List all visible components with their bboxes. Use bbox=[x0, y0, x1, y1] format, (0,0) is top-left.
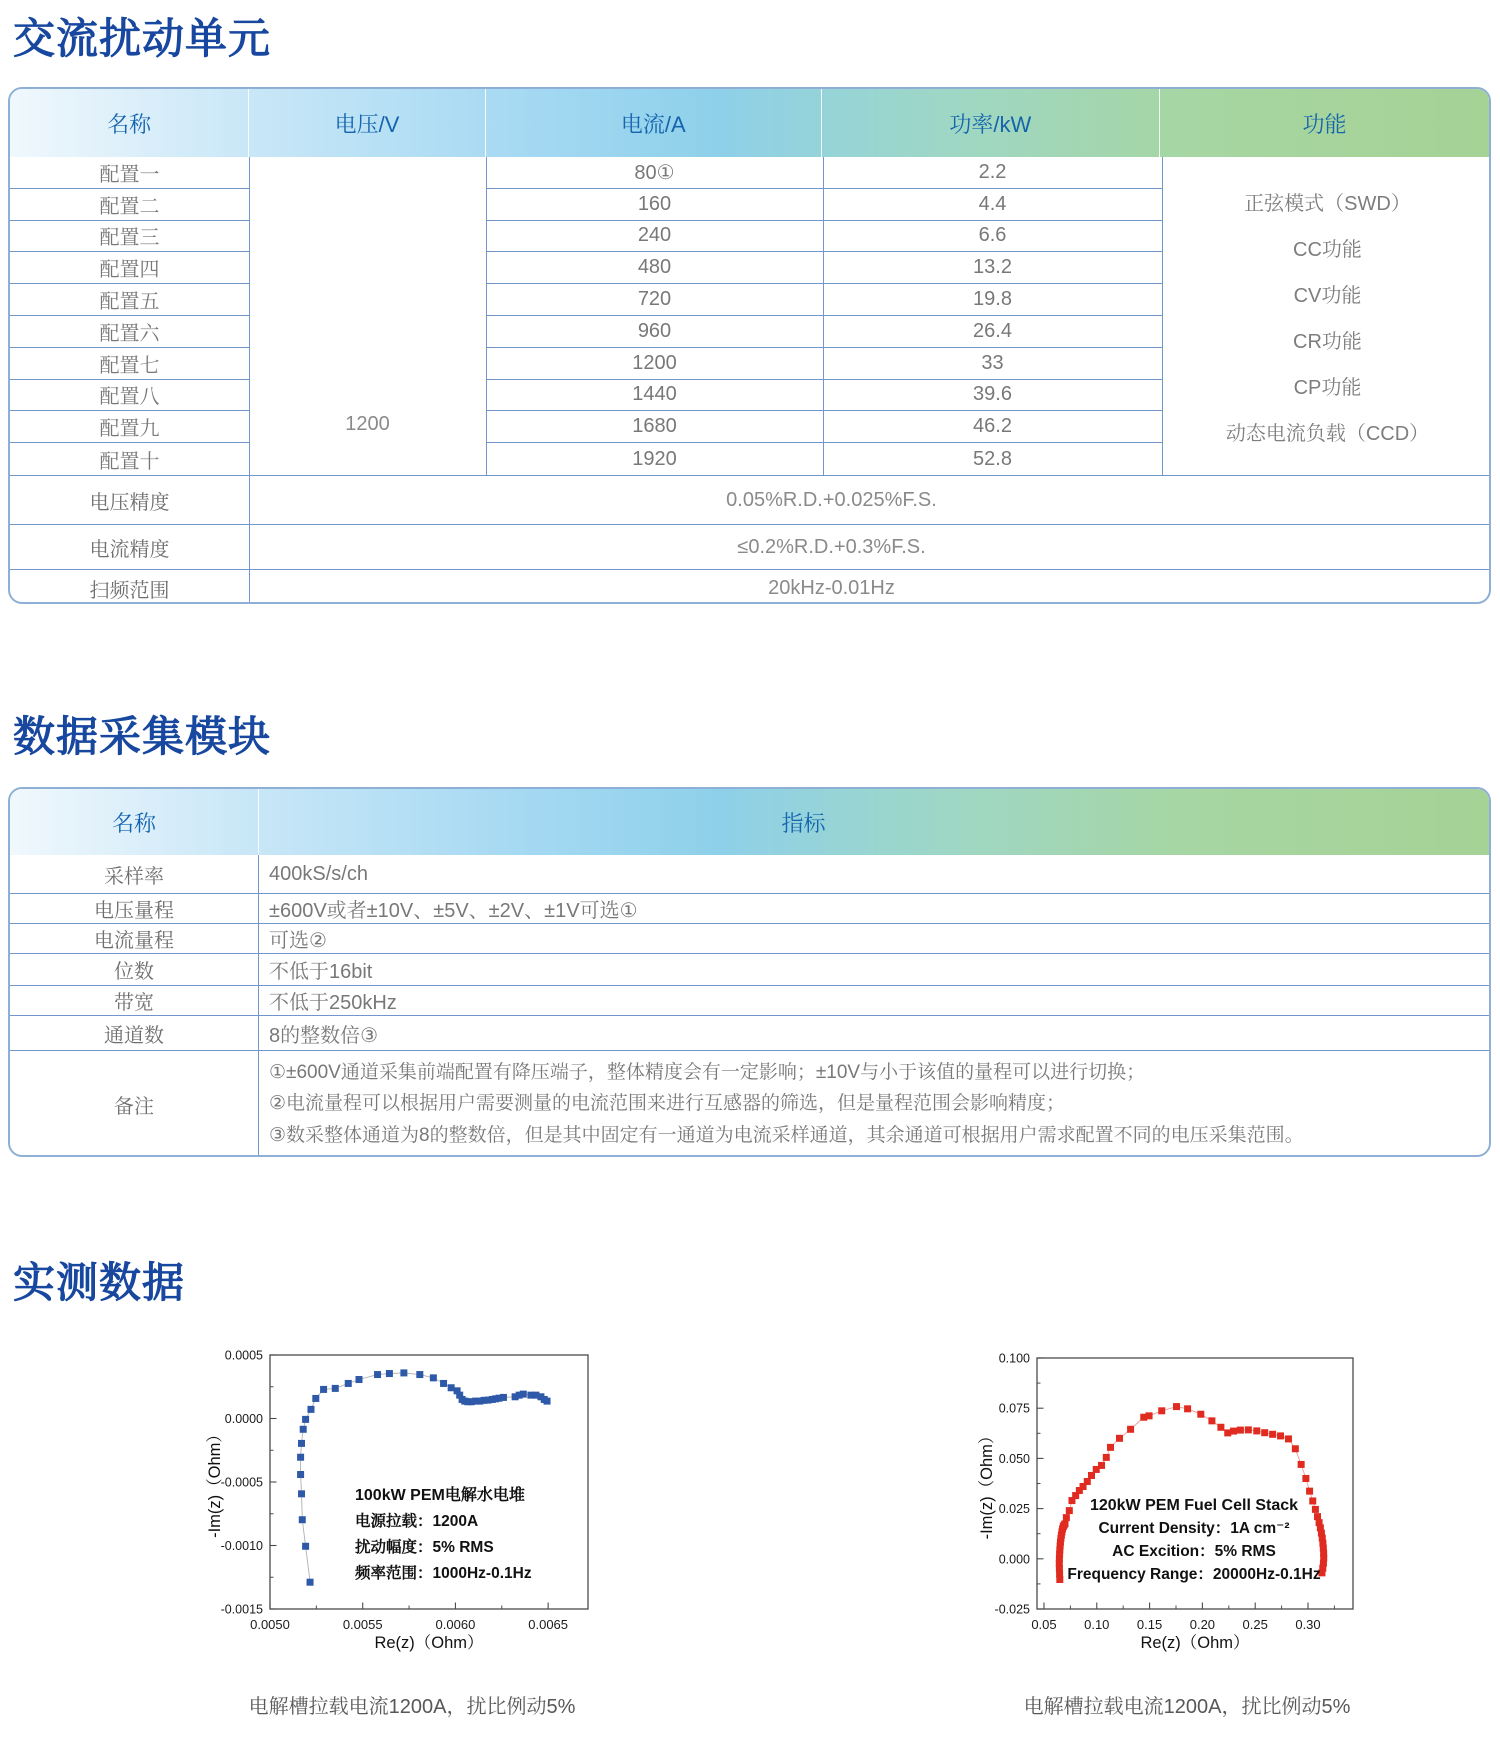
power-value: 33 bbox=[823, 348, 1162, 380]
ac-unit-table-header bbox=[10, 89, 1489, 157]
svg-text:频率范围：1000Hz-0.1Hz: 频率范围：1000Hz-0.1Hz bbox=[355, 1565, 532, 1582]
column-header-name: 名称 bbox=[111, 810, 156, 836]
config-name: 配置三 bbox=[10, 221, 249, 253]
current-value: 720 bbox=[486, 284, 823, 316]
svg-text:0.050: 0.050 bbox=[998, 1451, 1030, 1466]
daq-row-value: 8的整数倍③ bbox=[269, 1024, 379, 1047]
svg-text:0.0065: 0.0065 bbox=[528, 1617, 569, 1632]
ac-unit-section-title: 交流扰动单元 bbox=[13, 15, 272, 62]
svg-text:电源拉载：1200A: 电源拉载：1200A bbox=[355, 1513, 479, 1530]
daq-row-name: 通道数 bbox=[104, 1024, 164, 1047]
current-value: 80① bbox=[486, 157, 823, 189]
svg-text:Re(z)（Ohm）: Re(z)（Ohm） bbox=[1140, 1634, 1250, 1652]
spec-value: 20kHz-0.01Hz bbox=[768, 576, 895, 599]
svg-text:-Im(z)（Ohm）: -Im(z)（Ohm） bbox=[206, 1426, 224, 1538]
daq-row-bandwidth bbox=[10, 985, 1491, 1015]
daq-row-value: 400kS/s/ch bbox=[269, 862, 368, 885]
svg-text:0.075: 0.075 bbox=[998, 1401, 1030, 1416]
svg-text:0.25: 0.25 bbox=[1242, 1617, 1268, 1632]
daq-row-value: 不低于16bit bbox=[269, 961, 373, 983]
function-item: 动态电流负载（CCD） bbox=[1225, 422, 1430, 445]
config-name: 配置六 bbox=[10, 316, 249, 348]
nyquist-chart-fuel-cell bbox=[860, 1338, 1380, 1668]
column-header-current: 电流/A bbox=[485, 89, 821, 157]
note-line: ③数采整体通道为8的整数倍，但是其中固定有一通道为电流采样通道，其余通道可根据用户需求配置不同的电压采集范围。 bbox=[269, 1124, 1304, 1146]
config-name-column bbox=[10, 157, 249, 475]
power-value: 2.2 bbox=[823, 157, 1162, 189]
daq-row-name: 电压量程 bbox=[94, 900, 174, 922]
daq-row-value: ±600V或者±10V、±5V、±2V、±1V可选① bbox=[269, 900, 638, 922]
svg-text:120kW PEM Fuel Cell Stack: 120kW PEM Fuel Cell Stack bbox=[1089, 1497, 1299, 1514]
voltage-value: 1200 bbox=[345, 413, 390, 435]
daq-row-notes bbox=[10, 1050, 1491, 1157]
column-header-spec: 指标 bbox=[258, 789, 1348, 855]
daq-row-channels bbox=[10, 1015, 1491, 1050]
svg-text:0.30: 0.30 bbox=[1295, 1617, 1321, 1632]
column-header-power: 功率/kW bbox=[821, 89, 1159, 157]
spec-name: 电压精度 bbox=[89, 491, 170, 514]
current-value: 960 bbox=[486, 316, 823, 348]
daq-row-current-range bbox=[10, 923, 1491, 953]
svg-text:-0.0015: -0.0015 bbox=[220, 1602, 263, 1617]
function-item: CC功能 bbox=[1293, 238, 1362, 261]
chart-caption-left: 电解槽拉载电流1200A，扰比例动5% bbox=[248, 1696, 576, 1718]
current-value: 480 bbox=[486, 252, 823, 284]
svg-text:0.025: 0.025 bbox=[998, 1502, 1030, 1517]
current-value: 1440 bbox=[486, 380, 823, 412]
power-value: 26.4 bbox=[823, 316, 1162, 348]
svg-text:-0.025: -0.025 bbox=[994, 1602, 1030, 1617]
nyquist-chart-electrolyzer bbox=[180, 1338, 620, 1668]
svg-text:-0.0010: -0.0010 bbox=[220, 1539, 263, 1553]
svg-text:AC Excition：5% RMS: AC Excition：5% RMS bbox=[1112, 1543, 1276, 1560]
svg-text:-0.0005: -0.0005 bbox=[220, 1475, 263, 1490]
power-value: 6.6 bbox=[823, 221, 1162, 253]
column-header-voltage: 电压/V bbox=[248, 89, 484, 157]
svg-text:0.0055: 0.0055 bbox=[342, 1617, 383, 1632]
svg-text:0.20: 0.20 bbox=[1189, 1617, 1216, 1632]
daq-row-value: 可选② bbox=[269, 930, 327, 952]
column-header-function: 功能 bbox=[1159, 89, 1489, 157]
notes-label: 备注 bbox=[114, 1095, 154, 1118]
daq-row-name: 位数 bbox=[114, 961, 154, 983]
daq-row-value: 不低于250kHz bbox=[269, 992, 397, 1014]
measured-section-title: 实测数据 bbox=[13, 1259, 186, 1306]
config-name: 配置十 bbox=[99, 450, 160, 473]
spec-row-current-accuracy bbox=[10, 524, 1491, 569]
function-merged-cell bbox=[1162, 157, 1491, 475]
config-name: 配置二 bbox=[10, 189, 249, 221]
svg-text:0.05: 0.05 bbox=[1031, 1617, 1057, 1632]
current-value: 1680 bbox=[486, 411, 823, 443]
spec-value: ≤0.2%R.D.+0.3%F.S. bbox=[737, 535, 926, 558]
svg-text:Frequency Range：20000Hz-0.1Hz: Frequency Range：20000Hz-0.1Hz bbox=[1067, 1566, 1321, 1583]
svg-text:Re(z)（Ohm）: Re(z)（Ohm） bbox=[374, 1634, 484, 1652]
svg-text:Current Density：1A cm⁻²: Current Density：1A cm⁻² bbox=[1098, 1520, 1290, 1537]
function-item: CR功能 bbox=[1293, 330, 1362, 353]
power-value: 46.2 bbox=[823, 411, 1162, 443]
config-name: 配置七 bbox=[10, 348, 249, 380]
voltage-merged-cell bbox=[249, 157, 486, 475]
note-line: ①±600V通道采集前端配置有降压端子，整体精度会有一定影响；±10V与小于该值的量程可以进行切换； bbox=[269, 1061, 1146, 1083]
spec-value: 0.05%R.D.+0.025%F.S. bbox=[726, 488, 937, 511]
svg-text:100kW PEM电解水电堆: 100kW PEM电解水电堆 bbox=[355, 1487, 525, 1504]
power-value: 13.2 bbox=[823, 252, 1162, 284]
svg-text:0.100: 0.100 bbox=[998, 1351, 1030, 1366]
daq-row-name: 采样率 bbox=[104, 865, 164, 888]
daq-row-name: 电流量程 bbox=[94, 930, 174, 952]
svg-text:扰动幅度：5% RMS: 扰动幅度：5% RMS bbox=[355, 1539, 494, 1556]
power-value: 4.4 bbox=[823, 189, 1162, 221]
config-name: 配置四 bbox=[10, 252, 249, 284]
spec-name: 电流精度 bbox=[89, 538, 170, 561]
daq-row-voltage-range bbox=[10, 893, 1491, 923]
notes-content bbox=[258, 1051, 1491, 1157]
config-name: 配置八 bbox=[10, 380, 249, 412]
config-name: 配置一 bbox=[10, 157, 249, 189]
function-item: 正弦模式（SWD） bbox=[1244, 192, 1411, 215]
svg-text:-Im(z)（Ohm）: -Im(z)（Ohm） bbox=[978, 1427, 996, 1540]
daq-table-header bbox=[10, 789, 1489, 855]
spec-name: 扫频范围 bbox=[89, 579, 170, 602]
chart-caption-right: 电解槽拉载电流1200A，扰比例动5% bbox=[1023, 1696, 1351, 1718]
spec-row-voltage-accuracy bbox=[10, 475, 1491, 524]
function-item: CV功能 bbox=[1293, 284, 1362, 307]
column-header-name: 名称 bbox=[107, 111, 152, 137]
current-value: 160 bbox=[486, 189, 823, 221]
daq-row-name: 带宽 bbox=[114, 992, 154, 1014]
daq-row-bits bbox=[10, 953, 1491, 985]
svg-text:0.0060: 0.0060 bbox=[435, 1617, 476, 1632]
current-value: 240 bbox=[486, 221, 823, 253]
config-name: 配置九 bbox=[10, 411, 249, 443]
svg-text:0.15: 0.15 bbox=[1136, 1617, 1163, 1632]
note-line: ②电流量程可以根据用户需要测量的电流范围来进行互感器的筛选，但是量程范围会影响精度； bbox=[269, 1093, 1066, 1115]
svg-text:0.0005: 0.0005 bbox=[224, 1348, 263, 1363]
daq-table bbox=[8, 787, 1491, 1157]
daq-section-title: 数据采集模块 bbox=[13, 713, 272, 760]
power-value: 39.6 bbox=[823, 380, 1162, 412]
function-item: CP功能 bbox=[1293, 376, 1362, 399]
current-value: 1200 bbox=[486, 348, 823, 380]
svg-text:0.000: 0.000 bbox=[998, 1552, 1030, 1567]
current-column bbox=[486, 157, 823, 475]
power-value: 19.8 bbox=[823, 284, 1162, 316]
daq-row-sample-rate bbox=[10, 855, 1491, 893]
svg-text:0.0000: 0.0000 bbox=[224, 1412, 263, 1426]
current-value: 1920 bbox=[632, 447, 677, 470]
power-value: 52.8 bbox=[973, 447, 1012, 470]
svg-text:0.0050: 0.0050 bbox=[250, 1617, 290, 1632]
spec-row-sweep-range bbox=[10, 569, 1491, 604]
config-name: 配置五 bbox=[10, 284, 249, 316]
power-column bbox=[823, 157, 1162, 475]
ac-unit-table bbox=[8, 87, 1491, 604]
svg-text:0.10: 0.10 bbox=[1084, 1617, 1110, 1632]
